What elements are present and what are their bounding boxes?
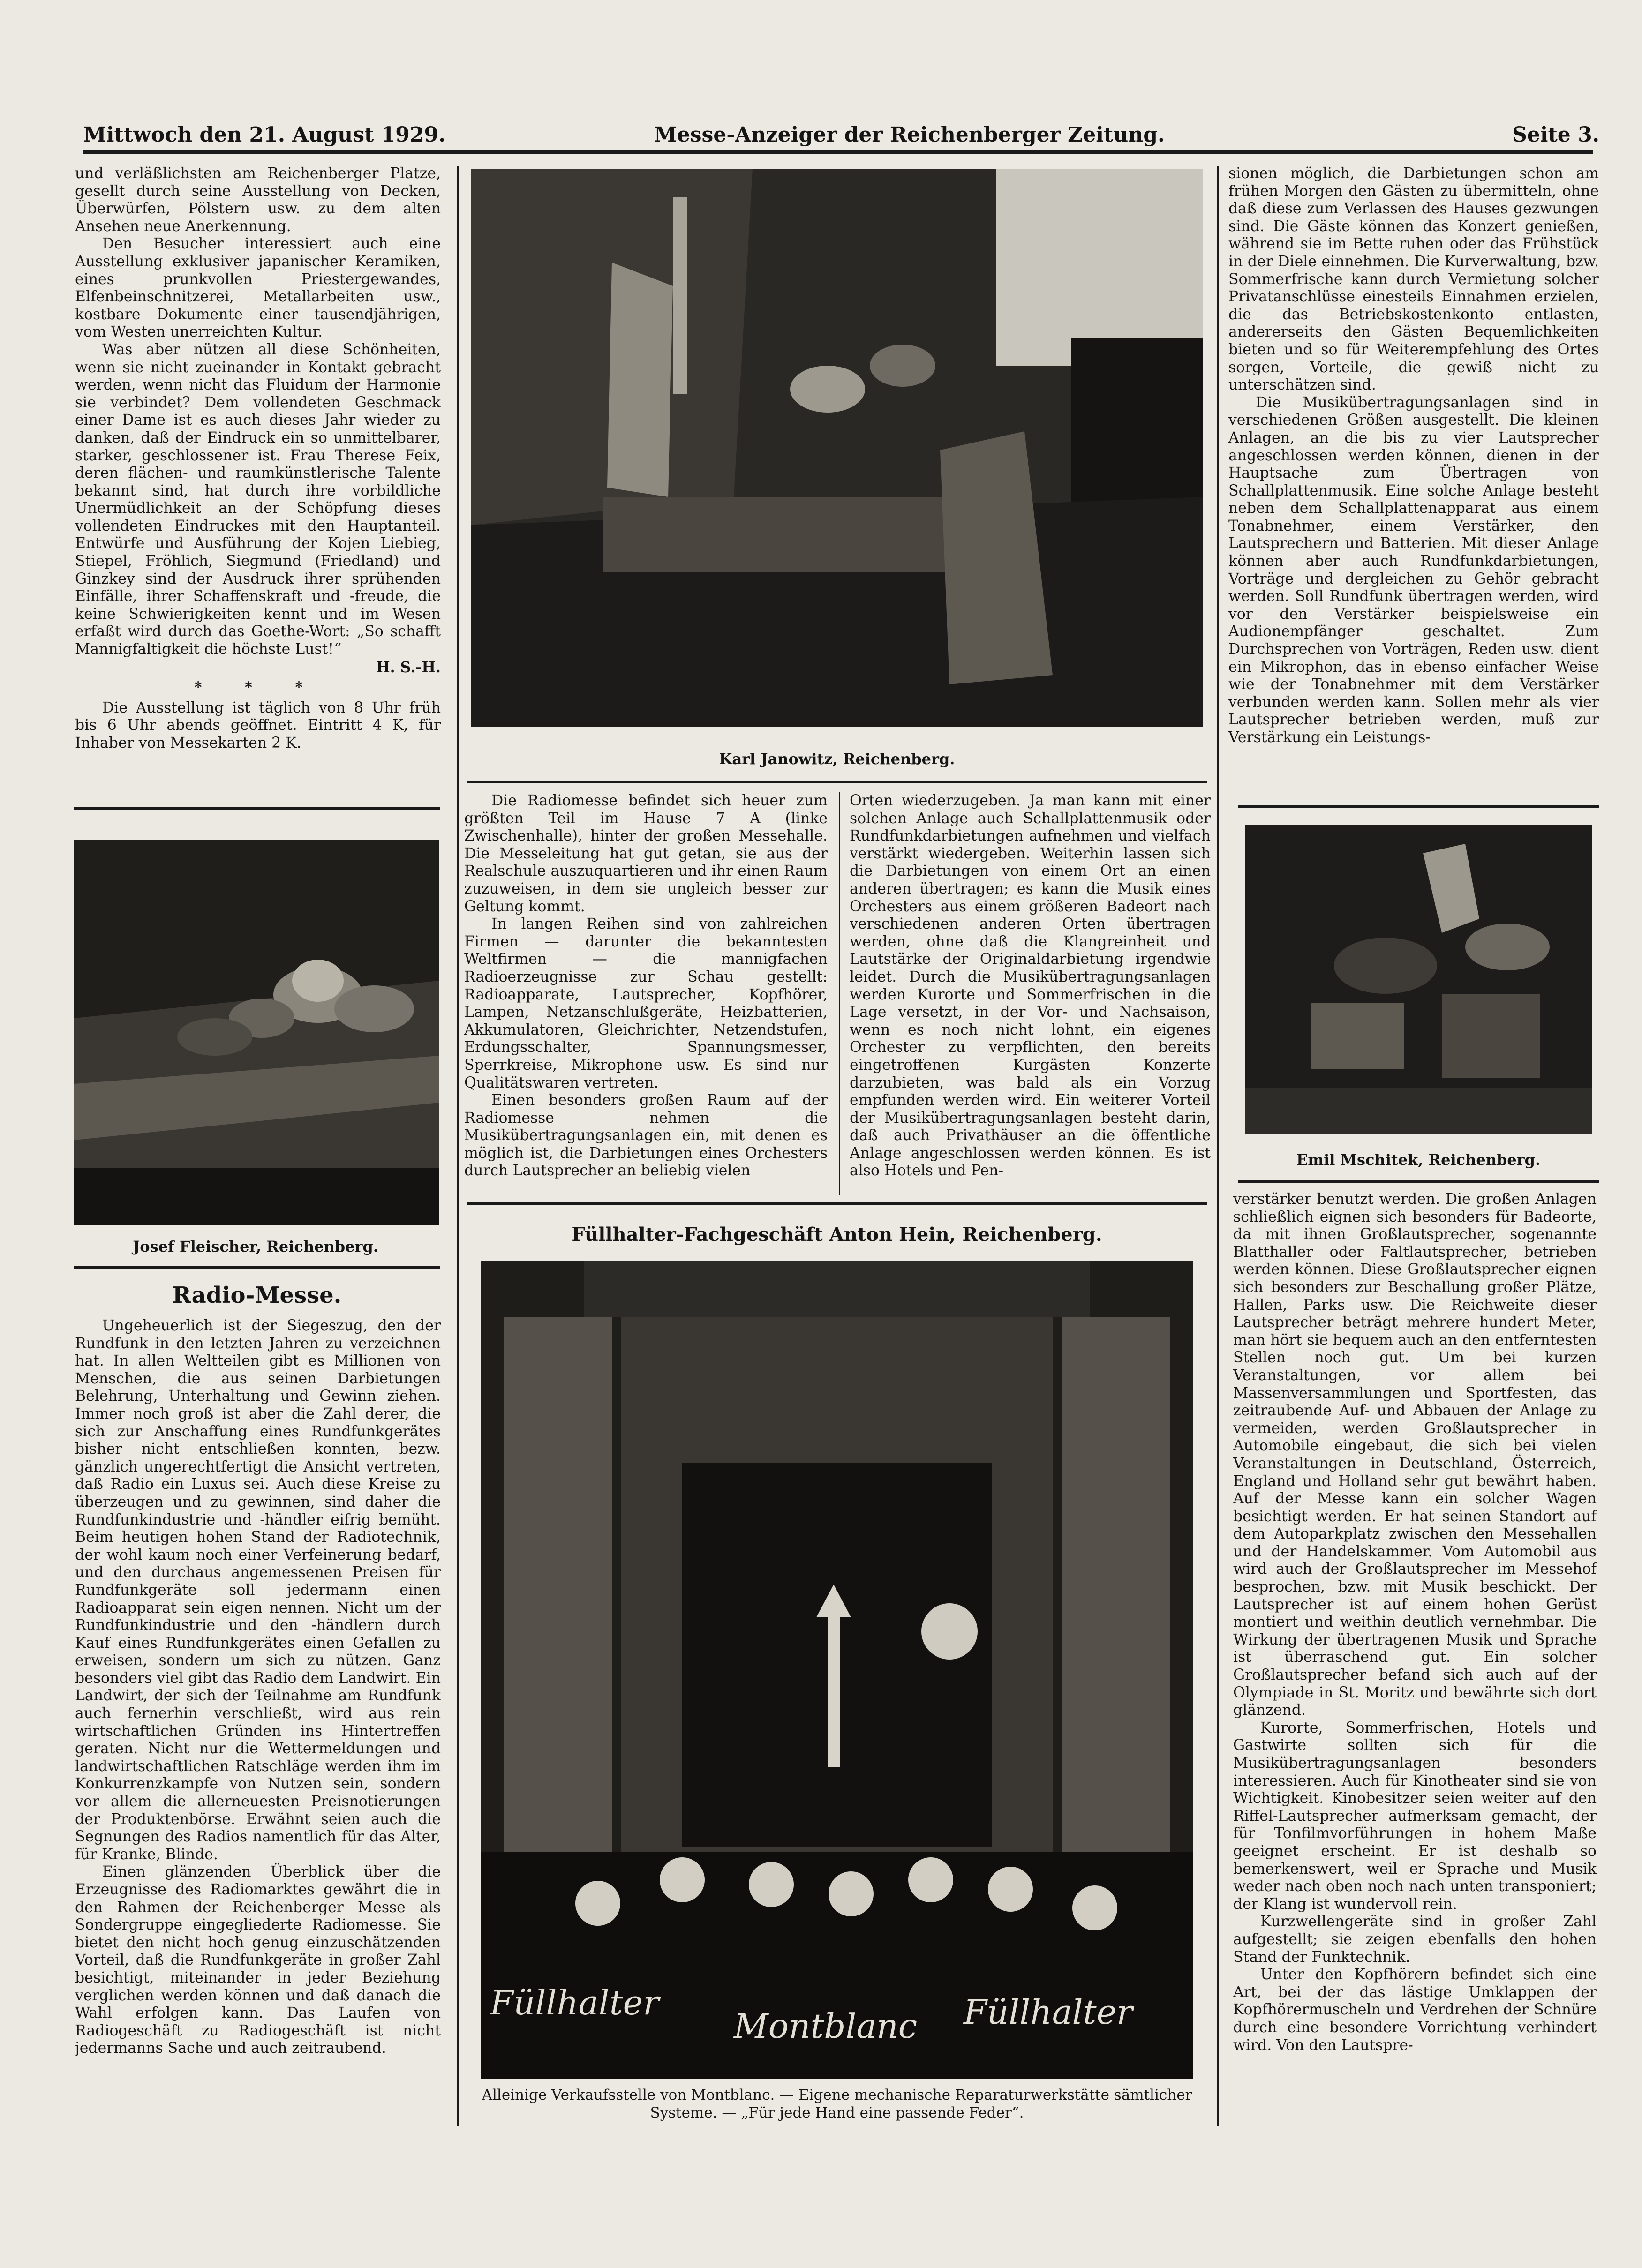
- radio-article-col2b: [850, 792, 1211, 1195]
- section-rule: [467, 1202, 1207, 1205]
- article-paragraph: verstärker benutzt werden. Die großen Anlagen schließlich eignen sich besonders für Badeorte, da mit ihnen Großlautsprecher, sogenannte Blatthaller oder Faltlautsprecher, betrieben werden können. Diese Großlautsprecher eignen sich besonders zur Beschallung großer Plätze, Hallen, Parks usw. Die Reichweite dieser Lautsprecher beträgt mehrere hundert Meter, man hört sie bequem auch an den entferntesten Stellen noch gut. Um bei kurzen Veranstaltungen, vor allem bei Massenversammlungen und Sportfesten, das zeitraubende Auf- und Abbauen der Anlage zu vermeiden, werden Großlautsprecher in Automobile eingebaut, die sich bei vielen Veranstaltungen in Deutschland, Österreich, England und Holland sehr gut bewährt haben. Auf der Messe kann ein solcher Wagen besichtigt werden. Er hat seinen Standort auf dem Autoparkplatz zwischen den Messehallen und der Handelskammer. Vom Automobil aus wird auch der Großlautsprecher im Messehof besprochen, bzw. mit Musik beschickt. Der Lautsprecher ist auf einem hohen Gerüst montiert und weithin deutlich vernehmbar. Die Wirkung der übertragenen Musik und Sprache ist überraschend gut. Ein solcher Großlautsprecher befand sich auch auf der Olympiade in St. Moritz und bewährte sich dort glänzend.: [1233, 1191, 1597, 1719]
- radio-article-col3a: [1228, 165, 1599, 789]
- article-paragraph: Einen glänzenden Überblick über die Erzeugnisse des Radiomarktes gewährt die in den Rahmen der Reichenberger Messe als Sondergruppe eingegliederte Radiomesse. Sie bietet den nicht hoch genug einzuschätzenden Vorteil, daß die Rundfunkgeräte in großer Zahl besichtigt, miteinander in jeder Beziehung verglichen werden können und daß danach die Wahl erfolgen kann. Das Laufen von Radiogeschäft zu Radiogeschäft ist nicht jedermanns Sache und auch zeitraubend.: [75, 1863, 441, 2057]
- article-paragraph: Kurzwellengeräte sind in großer Zahl aufgestellt; sie zeigen ebenfalls den hohen Stand der Funktechnik.: [1233, 1913, 1597, 1966]
- page-number: Seite 3.: [1512, 123, 1600, 147]
- article-paragraph: Kurorte, Sommerfrischen, Hotels und Gastwirte sollten sich für die Musikübertragungsanlagen besonders interessieren. Auch für Kinotheater sind sie von Wichtigkeit. Kinobesitzer seien weiter auf den Riffel-Lautsprecher aufmerksam gemacht, der für Tonfilmvorführungen in hohem Maße geeignet erscheint. Er ist deshalb so bemerkenswert, weil er Sprache und Musik weder nach oben noch nach unten transponiert; der Klang ist wundervoll rein.: [1233, 1719, 1597, 1913]
- article-paragraph: Unter den Kopfhörern befindet sich eine Art, bei der das lästige Umklappen der Kopfhörermuscheln und Verdrehen der Schnüre durch eine besondere Vorrichtung verhindert wird. Von den Lautspre-: [1233, 1966, 1597, 2054]
- ad-caption: Alleinige Verkaufsstelle von Montblanc. — Eigene mechanische Reparaturwerkstätte sämtlicher Systeme. — „Für jede Hand eine passende Feder“.: [482, 2087, 1192, 2121]
- exhibition-article-end: [75, 165, 441, 789]
- author-signature: H. S.-H.: [376, 658, 441, 676]
- window-lettering-center: Montblanc: [734, 2006, 918, 2046]
- article-paragraph: Einen besonders großen Raum auf der Radiomesse nehmen die Musikübertragungsanlagen ein, mit denen es möglich ist, die Darbietungen eines Orchesters durch Lautsprecher an beliebig vielen: [464, 1092, 828, 1179]
- section-rule: [1238, 1180, 1599, 1183]
- window-lettering-right: Füllhalter: [964, 1992, 1133, 2032]
- issue-date: Mittwoch den 21. August 1929.: [83, 123, 446, 147]
- radio-article-col3b: [1233, 1191, 1597, 2138]
- article-paragraph: und verläßlichsten am Reichenberger Platze, gesellt durch seine Ausstellung von Decken, Überwürfen, Pölstern usw. zu dem alten Ansehen neue Anerkennung.: [75, 165, 441, 235]
- newspaper-title: Messe-Anzeiger der Reichenberger Zeitung.: [654, 123, 1165, 147]
- caption-fleischer: Josef Fleischer, Reichenberg.: [133, 1238, 378, 1255]
- radio-article-col2a: [464, 792, 828, 1195]
- photo-janowitz: [471, 169, 1203, 727]
- exhibition-stand-image: [1245, 825, 1592, 1134]
- column-divider-left: [457, 166, 459, 2126]
- shop-window-image: [481, 1261, 1193, 2079]
- radio-messe-heading: Radio-Messe.: [172, 1282, 342, 1308]
- article-paragraph: Die Radiomesse befindet sich heuer zum größten Teil im Hause 7 A (linke Zwischenhalle), hinter der großen Messehalle. Die Messeleitung hat gut getan, sie aus der Realschule auszuquartieren und ihr einen Raum zuzuweisen, in dem sie ungleich besser zur Geltung kommt.: [464, 792, 828, 915]
- article-paragraph: Orten wiederzugeben. Ja man kann mit einer solchen Anlage auch Schallplattenmusik oder Rundfunkdarbietungen aufnehmen und vielfach verstärkt wiedergeben. Weiterhin lassen sich die Darbietungen von einem Ort an einen anderen übertragen; es kann die Musik eines Orchesters aus einem größeren Badeort nach verschiedenen anderen Orten übertragen werden, ohne daß die Klangreinheit und Lautstärke der Originaldarbietung irgendwie leidet. Durch die Musikübertragungsanlagen werden Kurorte und Sommerfrischen in die Lage versetzt, in der Vor- und Nachsaison, wenn es noch nicht lohnt, ein eigenes Orchester zu verpflichten, den bereits eingetroffenen Kurgästen Konzerte darzubieten, was bald als ein Vorzug empfunden werden wird. Ein weiterer Vorteil der Musikübertragungsanlagen besteht darin, daß auch Privathäuser an die öffentliche Anlage angeschlossen werden können. Es ist also Hotels und Pen-: [850, 792, 1211, 1179]
- hat-display-image: [74, 840, 439, 1225]
- article-paragraph: Was aber nützen all diese Schönheiten, wenn sie nicht zueinander in Kontakt gebracht werden, wenn nicht das Fluidum der Harmonie sie verbindet? Dem vollendeten Geschmack einer Dame ist es auch dieses Jahr wieder zu danken, daß der Eindruck ein so unmittelbarer, starker, geschlossener ist. Frau Therese Feix, deren flächen- und raumkünstlerische Talente bekannt sind, hat durch ihre vorbildliche Unermüdlichkeit an der Schöpfung dieses vollendeten Eindruckes mit den Hauptanteil. Entwürfe und Ausführung der Kojen Liebieg, Stiepel, Fröhlich, Siegmund (Friedland) und Ginzkey sind der Ausdruck ihrer sprühenden Einfälle, ihrer Schaffenskraft und -freude, die keine Schwierigkeiten kennt und im Wesen erfaßt wird durch das Goethe-Wort: „So schafft Mannigfaltigkeit die höchste Lust!“: [75, 341, 441, 658]
- article-paragraph: Die Musikübertragungsanlagen sind in verschiedenen Größen ausgestellt. Die kleinen Anlagen, an die bis zu vier Lautsprecher angeschlossen werden können, dienen in der Hauptsache zum Übertragen von Schallplattenmusik. Eine solche Anlage besteht neben dem Schallplattenapparat aus einem Tonabnehmer, einem Verstärker, den Lautsprechern und Batterien. Mit dieser Anlage können aber auch Rundfunkdarbietungen, Vorträge und dergleichen zu Gehör gebracht werden. Soll Rundfunk übertragen werden, wird vor den Verstärker beispielsweise ein Audionempfänger geschaltet. Zum Durchsprechen von Vorträgen, Reden usw. dient ein Mikrophon, das in ebenso einfacher Weise wie der Tonabnehmer mit dem Verstärker verbunden werden kann. Sollen mehr als vier Lautsprecher betrieben werden, muß zur Verstärkung ein Leistungs-: [1228, 394, 1599, 746]
- article-paragraph: sionen möglich, die Darbietungen schon am frühen Morgen den Gästen zu übermitteln, ohne daß diese zum Verlassen des Hauses gezwungen sind. Die Gäste können das Konzert genießen, während sie im Bette ruhen oder das Frühstück in der Diele einnehmen. Die Kurverwaltung, bzw. Sommerfrische kann durch Vermietung solcher Privatanschlüsse einesteils Einnahmen erzielen, die das Betriebskostenkonto entlasten, andererseits den Gästen Bequemlichkeiten bieten und so für Weiterempfehlung des Ortes sorgen, Vorteile, die gewiß nicht zu unterschätzen sind.: [1228, 165, 1599, 394]
- inner-column-divider: [839, 792, 840, 1195]
- section-rule: [1238, 805, 1599, 808]
- photo-mschitek: [1245, 825, 1592, 1134]
- section-rule: [74, 1266, 440, 1269]
- opening-hours-notice: Die Ausstellung ist täglich von 8 Uhr früh bis 6 Uhr abends geöffnet. Eintritt 4 K, für Inhaber von Messekarten 2 K.: [75, 699, 441, 751]
- radio-article-col1: [75, 1317, 441, 2133]
- article-paragraph: Ungeheuerlich ist der Siegeszug, den der Rundfunk in den letzten Jahren zu verzeichnen hat. In allen Weltteilen gibt es Millionen von Menschen, die aus seinen Darbietungen Belehrung, Unterhaltung und Gewinn ziehen. Immer noch groß ist aber die Zahl derer, die sich zur Anschaffung eines Rundfunkgerätes bisher nicht entschließen konnten, bezw. gänzlich ungerechtfertigt die Ansicht vertreten, daß Radio ein Luxus sei. Auch diese Kreise zu überzeugen und zu gewinnen, sind daher die Rundfunkindustrie und -händler eifrig bemüht. Beim heutigen hohen Stand der Radiotechnik, der wohl kaum noch einer Verfeinerung bedarf, und den durchaus angemessenen Preisen für Rundfunkgeräte soll jedermann einen Radioapparat sein eigen nennen. Nicht um der Rundfunkindustrie und den -händlern durch Kauf eines Rundfunkgerätes einen Gefallen zu erweisen, sondern um sich zu nützen. Ganz besonders viel gibt das Radio dem Landwirt. Ein Landwirt, der sich der Teilnahme am Rundfunk auch fernerhin verschließt, wird aus rein wirtschaftlichen Gründen ins Hintertreffen geraten. Nicht nur die Wettermeldungen und landwirtschaftlichen Ratschläge werden ihm im Konkurrenzkampfe von Nutzen sein, sondern vor allem die allerneuesten Preisnotierungen der Produktenbörse. Erwähnt seien auch die Segnungen des Radios namentlich für das Alter, für Kranke, Blinde.: [75, 1317, 441, 1863]
- window-lettering-left: Füllhalter: [490, 1983, 659, 2022]
- shop-window-photo: [481, 1261, 1193, 2079]
- caption-janowitz: Karl Janowitz, Reichenberg.: [719, 750, 955, 768]
- section-rule: [467, 781, 1207, 783]
- showroom-interior-image: [471, 169, 1203, 727]
- photo-fleischer: [74, 840, 439, 1225]
- column-divider-right: [1217, 166, 1219, 2126]
- ad-heading: Füllhalter-Fachgeschäft Anton Hein, Reichenberg.: [572, 1224, 1102, 1246]
- article-paragraph: In langen Reihen sind von zahlreichen Firmen — darunter die bekanntesten Weltfirmen — die mannigfachen Radioerzeugnisse zur Schau gestellt: Radioapparate, Lautsprecher, Kopfhörer, Lampen, Netzanschlußgeräte, Heizbatterien, Akkumulatoren, Gleichrichter, Netzendstufen, Erdungsschalter, Spannungsmesser, Sperrkreise, Mikrophone usw. Es sind nur Qualitätswaren vertreten.: [464, 916, 828, 1091]
- section-stars: * * *: [194, 679, 322, 697]
- article-paragraph: Den Besucher interessiert auch eine Ausstellung exklusiver japanischer Keramiken, eines prunkvollen Priestergewandes, Elfenbeinschnitzerei, Metallarbeiten usw., kostbare Dokumente einer tausendjährigen, vom Westen unerreichten Kultur.: [75, 235, 441, 341]
- section-rule: [74, 807, 440, 810]
- caption-mschitek: Emil Mschitek, Reichenberg.: [1296, 1151, 1541, 1169]
- header-rule: [83, 150, 1593, 154]
